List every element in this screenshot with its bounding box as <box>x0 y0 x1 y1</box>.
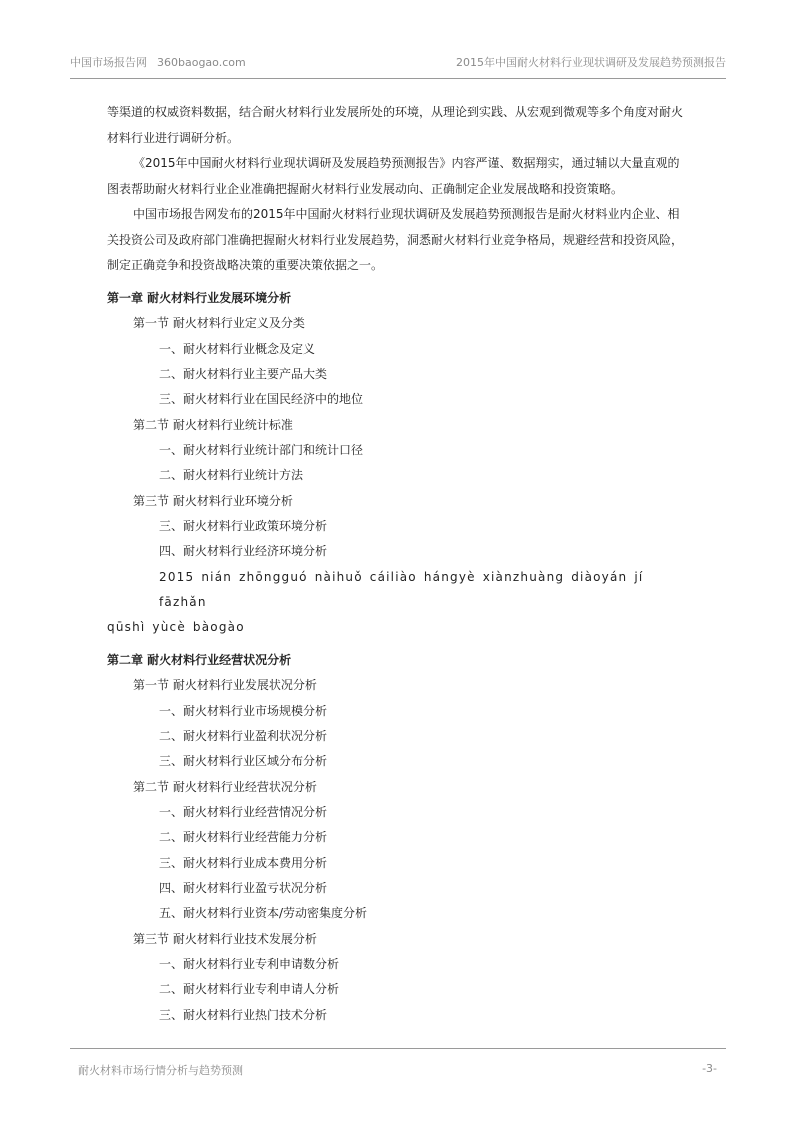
toc-item: 二、耐火材料行业主要产品大类 <box>159 367 328 382</box>
header-site-url: 360baogao.com <box>157 56 246 69</box>
toc-item: 三、耐火材料行业成本费用分析 <box>159 855 328 870</box>
toc-item: 三、耐火材料行业热门技术分析 <box>159 1007 328 1022</box>
toc-item: 五、耐火材料行业资本/劳动密集度分析 <box>159 906 368 921</box>
chapter-2-section-1-title: 第一节 耐火材料行业发展状况分析 <box>133 678 317 693</box>
toc-item: 一、耐火材料行业经营情况分析 <box>159 804 328 819</box>
toc-item: 二、耐火材料行业统计方法 <box>159 468 304 483</box>
pinyin-title-line-1: 2015 nián zhōngguó nàihuǒ cáiliào hángyè xiànzhuàng diàoyán jí fāzhǎn <box>159 569 644 610</box>
footer-title: 耐火材料市场行情分析与趋势预测 <box>78 1064 243 1077</box>
toc-item: 一、耐火材料行业专利申请数分析 <box>159 956 340 971</box>
toc-item: 二、耐火材料行业经营能力分析 <box>159 830 328 845</box>
toc-item: 一、耐火材料行业概念及定义 <box>159 341 316 356</box>
page-header <box>70 54 726 68</box>
page-number: -3- <box>702 1062 717 1075</box>
table-of-contents <box>107 286 707 1028</box>
chapter-1-section-3-title: 第三节 耐火材料行业环境分析 <box>133 493 293 508</box>
header-site <box>70 54 246 70</box>
toc-item: 二、耐火材料行业专利申请人分析 <box>159 982 340 997</box>
toc-item: 一、耐火材料行业市场规模分析 <box>159 703 328 718</box>
intro-paragraph-2: 《2015年中国耐火材料行业现状调研及发展趋势预测报告》内容严谨、数据翔实，通过辅以大量直观的图表帮助耐火材料行业企业准确把握耐火材料行业发展动向、正确制定企业发展战略和投资策略。 <box>107 156 680 196</box>
chapter-2-section-2-title: 第二节 耐火材料行业经营状况分析 <box>133 779 317 794</box>
intro-text <box>107 100 689 279</box>
intro-paragraph-1: 等渠道的权威资料数据，结合耐火材料行业发展所处的环境，从理论到实践、从宏观到微观等多个角度对耐火材料行业进行调研分析。 <box>107 105 684 145</box>
header-report-title: 2015年中国耐火材料行业现状调研及发展趋势预测报告 <box>456 56 726 69</box>
toc-item: 一、耐火材料行业统计部门和统计口径 <box>159 443 364 458</box>
header-divider <box>70 78 726 79</box>
header-site-name: 中国市场报告网 <box>70 56 147 69</box>
toc-item: 三、耐火材料行业政策环境分析 <box>159 519 328 534</box>
toc-item: 三、耐火材料行业区域分布分析 <box>159 754 328 769</box>
intro-paragraph-3: 中国市场报告网发布的2015年中国耐火材料行业现状调研及发展趋势预测报告是耐火材料业内企业、相关投资公司及政府部门准确把握耐火材料行业发展趋势，洞悉耐火材料行业竞争格局，规避经营和投资风险，制定正确竞争和投资战略决策的重要决策依据之一。 <box>107 207 684 272</box>
toc-item: 四、耐火材料行业经济环境分析 <box>159 544 328 559</box>
chapter-1-section-1-title: 第一节 耐火材料行业定义及分类 <box>133 316 305 331</box>
chapter-1-title: 第一章 耐火材料行业发展环境分析 <box>107 291 292 305</box>
toc-item: 四、耐火材料行业盈亏状况分析 <box>159 880 328 895</box>
toc-item: 三、耐火材料行业在国民经济中的地位 <box>159 392 364 407</box>
chapter-2-section-3-title: 第三节 耐火材料行业技术发展分析 <box>133 931 317 946</box>
toc-item: 二、耐火材料行业盈利状况分析 <box>159 728 328 743</box>
footer-divider <box>70 1048 726 1049</box>
chapter-2-title: 第二章 耐火材料行业经营状况分析 <box>107 652 292 667</box>
pinyin-title-line-2: qūshì yùcè bàogào <box>107 620 245 635</box>
chapter-1-section-2-title: 第二节 耐火材料行业统计标准 <box>133 417 293 432</box>
